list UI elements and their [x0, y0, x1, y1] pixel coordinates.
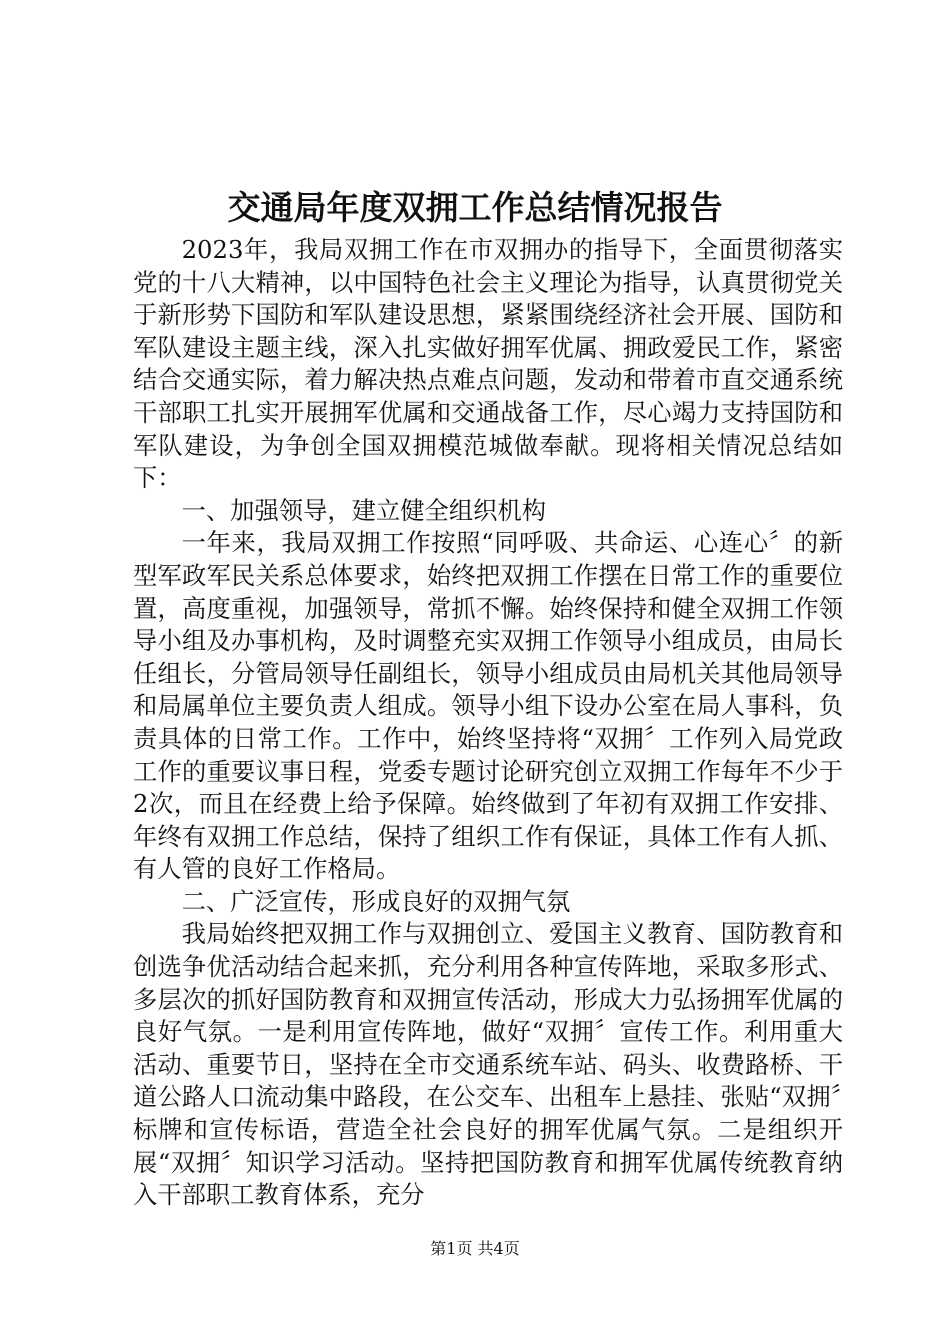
section-1-paragraph: 一年来，我局双拥工作按照“同呼吸、共命运、心连心〞的新型军政军民关系总体要求，始终把双拥工作摆在日常工作的重要位置，高度重视，加强领导，常抓不懈。始终保持和健全双拥工作领导小组及办事机构，及时调整充实双拥工作领导小组成员，由局长任组长，分管局领导任副组长，领导小组成员由局机关其他局领导和局属单位主要负责人组成。领导小组下设办公室在局人事科，负责具体的日常工作。工作中，始终坚持将“双拥〞工作列入局党政工作的重要议事日程，党委专题讨论研究创立双拥工作每年不少于2次，而且在经费上给予保障。始终做到了年初有双拥工作安排、年终有双拥工作总结，保持了组织工作有保证，具体工作有人抓、有人管的良好工作格局。 [133, 528, 843, 884]
page-footer: 第1页 共4页 [430, 1239, 520, 1258]
section-2-paragraph: 我局始终把双拥工作与双拥创立、爱国主义教育、国防教育和创选争优活动结合起来抓，充分利用各种宣传阵地，采取多形式、多层次的抓好国防教育和双拥宣传活动，形成大力弘扬拥军优属的良好气氛。一是利用宣传阵地，做好“双拥〞宣传工作。利用重大活动、重要节日，坚持在全市交通系统车站、码头、收费路桥、干道公路人口流动集中路段，在公交车、出租车上悬挂、张贴“双拥〞标牌和宣传标语，营造全社会良好的拥军优属气氛。二是组织开展“双拥〞知识学习活动。坚持把国防教育和拥军优属传统教育纳入干部职工教育体系，充分 [133, 919, 843, 1210]
section-heading-2: 二、广泛宣传，形成良好的双拥气氛 [181, 886, 571, 916]
document-body [133, 234, 843, 1212]
page-title: 交通局年度双拥工作总结情况报告 [227, 188, 723, 227]
intro-paragraph: 2023年，我局双拥工作在市双拥办的指导下，全面贯彻落实党的十八大精神，以中国特色社会主义理论为指导，认真贯彻党关于新形势下国防和军队建设思想，紧紧围绕经济社会开展、国防和军队建设主题主线，深入扎实做好拥军优属、拥政爱民工作，紧密结合交通实际，着力解决热点难点问题，发动和带着市直交通系统干部职工扎实开展拥军优属和交通战备工作，尽心竭力支持国防和军队建设，为争创全国双拥模范城做奉献。现将相关情况总结如下： [133, 235, 843, 493]
section-heading-1: 一、加强领导，建立健全组织机构 [181, 495, 547, 525]
